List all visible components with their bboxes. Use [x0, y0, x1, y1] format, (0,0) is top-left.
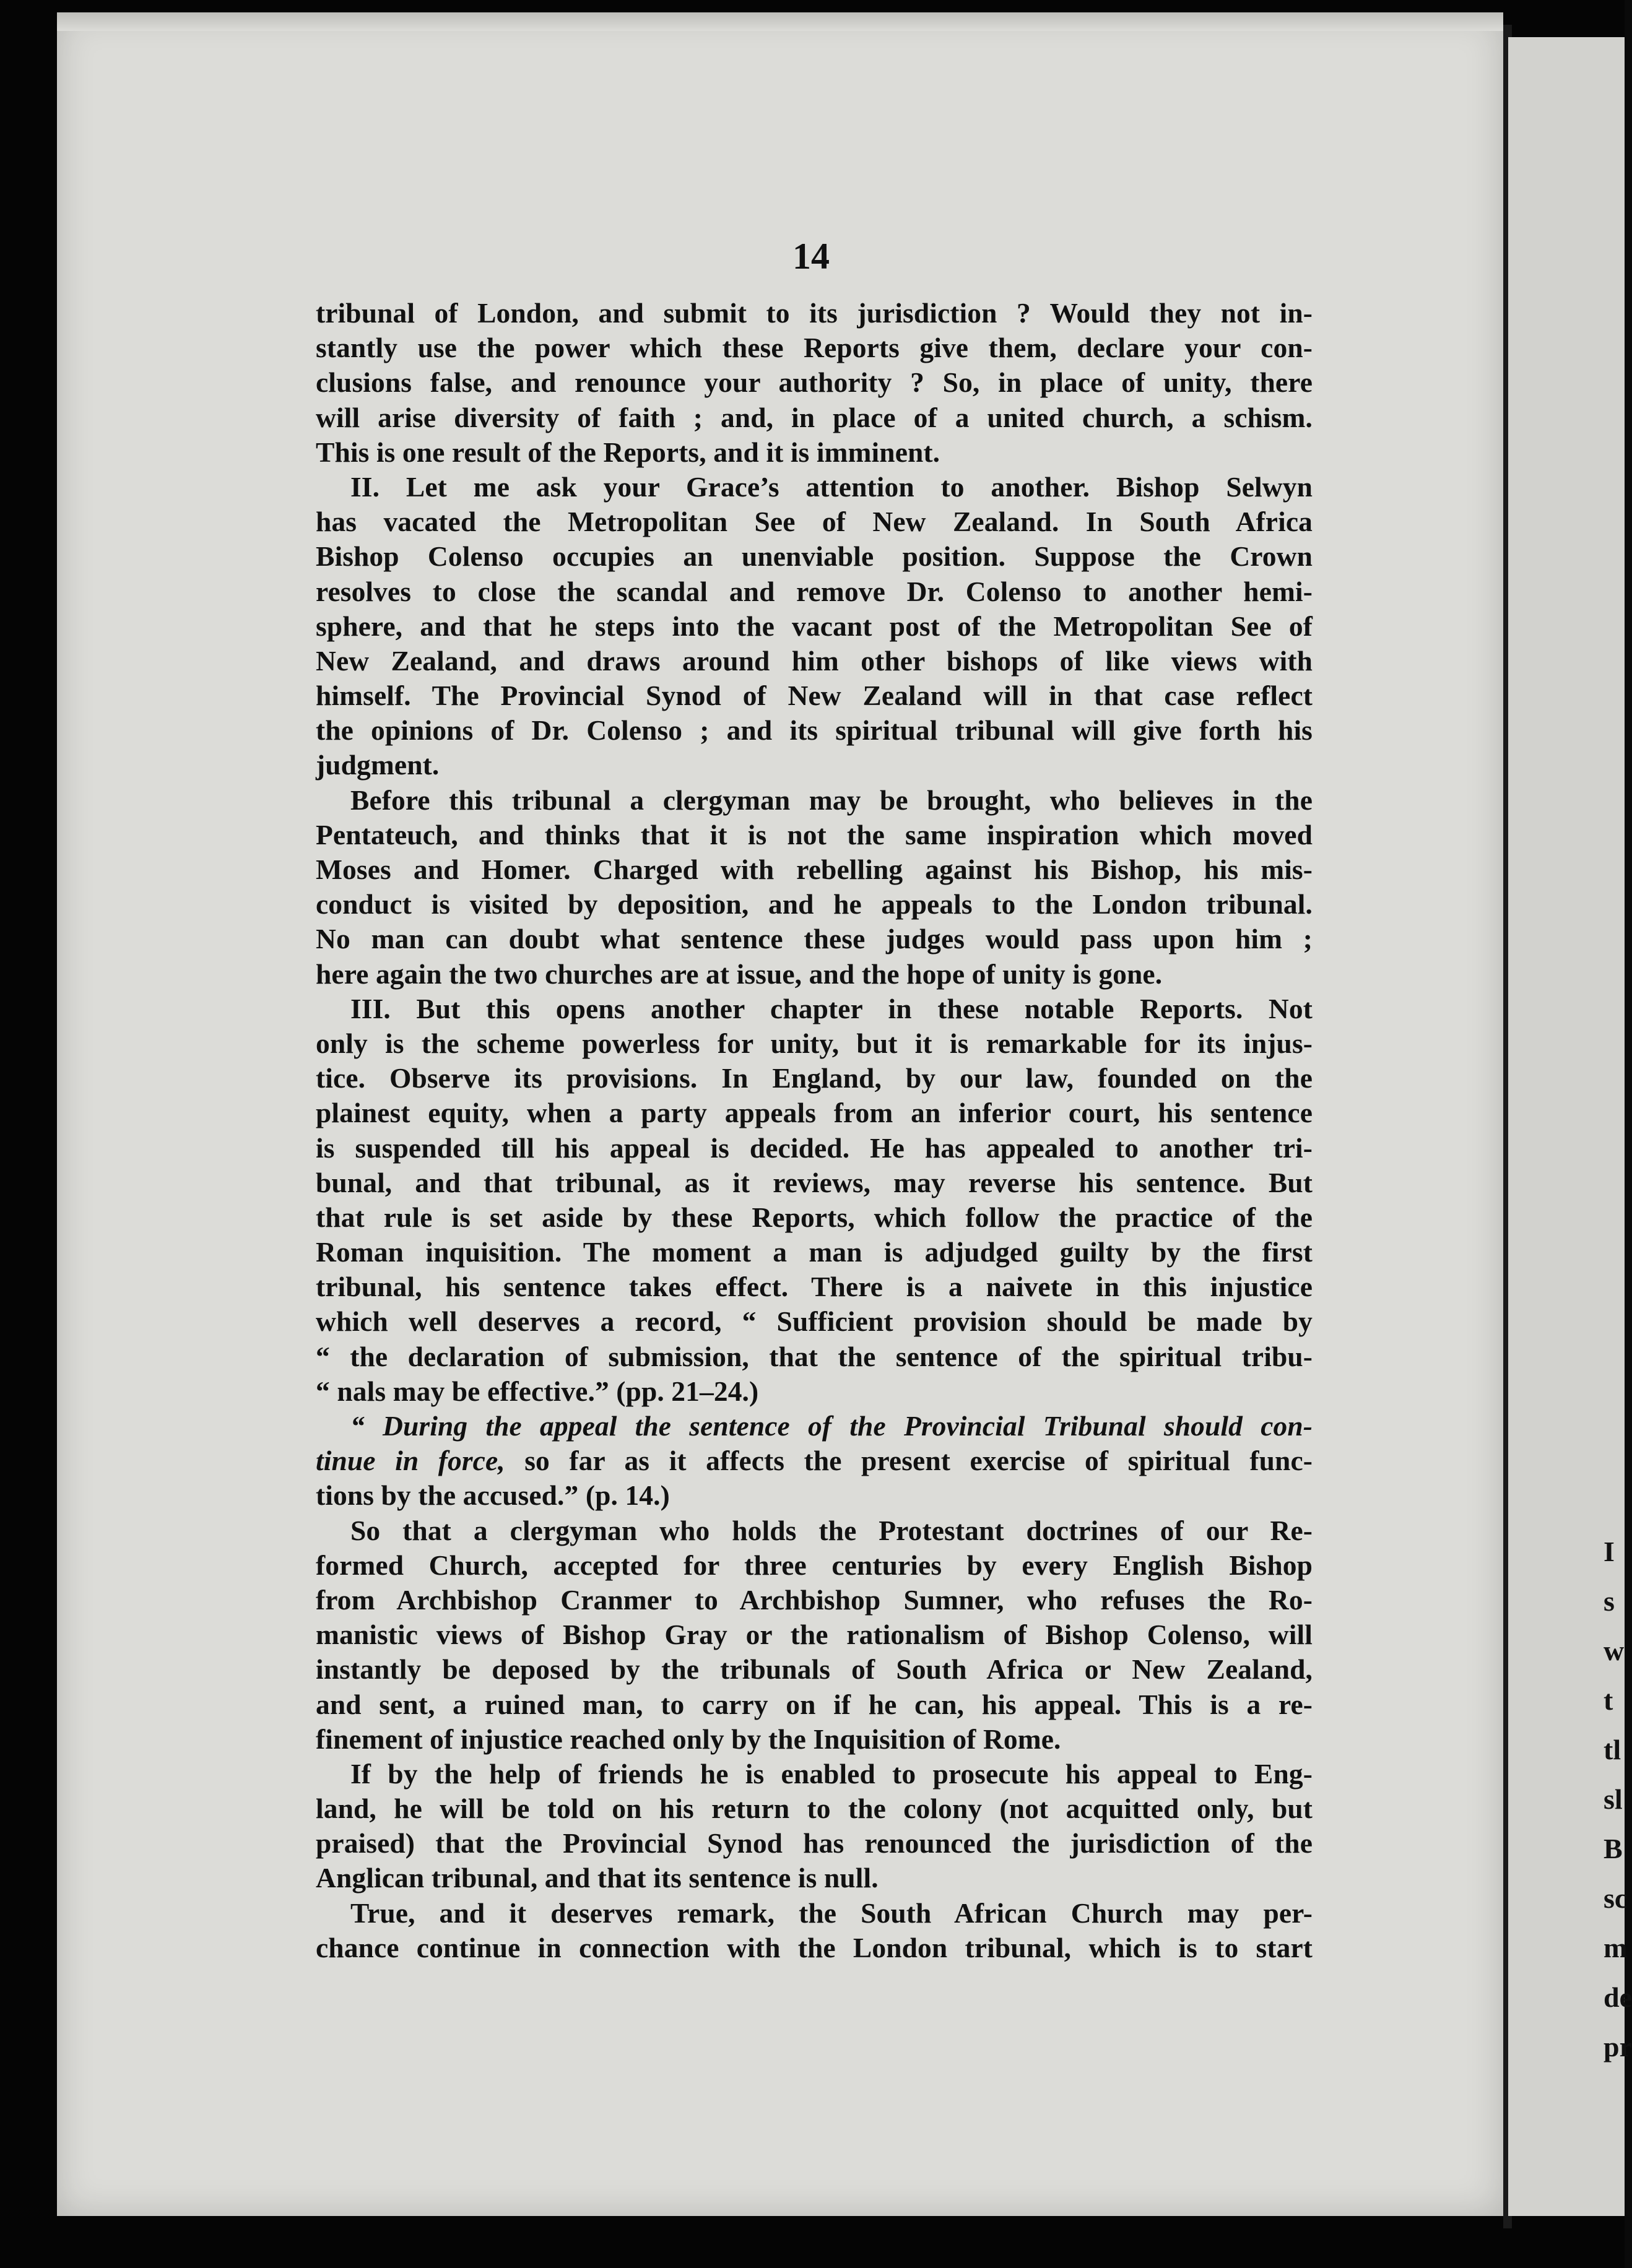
text-line: instantly be deposed by the tribunals of South Africa or New Zealand, — [316, 1653, 1313, 1686]
text-line: plainest equity, when a party appeals from an inferior court, his sentence — [316, 1097, 1313, 1129]
facing-page-fragment: w — [1604, 1635, 1625, 1666]
text-line: tribunal of London, and submit to its jurisdiction ? Would they not in- — [316, 297, 1313, 329]
facing-page-fragment: sc — [1604, 1882, 1628, 1914]
text-line: from Archbishop Cranmer to Archbishop Sumner, who refuses the Ro- — [316, 1583, 1313, 1616]
facing-page-fragment: s — [1604, 1585, 1615, 1617]
text-line: resolves to close the scandal and remove Dr. Colenso to another hemi- — [316, 575, 1313, 607]
text-line: will arise diversity of faith ; and, in place of a united church, a schism. — [316, 401, 1313, 433]
facing-page-fragment: pr — [1604, 2031, 1632, 2062]
text-line: here again the two churches are at issue, and the hope of unity is gone. — [316, 958, 1163, 990]
facing-page-fragment: m — [1604, 1932, 1628, 1963]
text-line: judgment. — [316, 749, 440, 781]
text-line: tice. Observe its provisions. In England, by our law, founded on the — [316, 1062, 1313, 1094]
text-line: formed Church, accepted for three centuries by every English Bishop — [316, 1549, 1313, 1581]
text-line: Bishop Colenso occupies an unenviable position. Suppose the Crown — [316, 540, 1313, 573]
text-line: conduct is visited by deposition, and he appeals to the London tribunal. — [316, 888, 1313, 920]
text-line: land, he will be told on his return to the colony (not acquitted only, but — [316, 1793, 1313, 1825]
text-line: True, and it deserves remark, the South African Church may per- — [350, 1897, 1313, 1929]
text-line: bunal, and that tribunal, as it reviews, may reverse his sentence. But — [316, 1166, 1313, 1198]
text-line: which well deserves a record, “ Sufficient provision should be made by — [316, 1305, 1313, 1338]
page-number: 14 — [792, 236, 830, 277]
text-line: This is one result of the Reports, and it is imminent. — [316, 436, 940, 468]
text-line: tions by the accused.” (p. 14.) — [316, 1479, 670, 1512]
facing-page-fragment: sl — [1604, 1783, 1623, 1815]
page-top-edge — [57, 12, 1503, 31]
text-line: manistic views of Bishop Gray or the rationalism of Bishop Colenso, will — [316, 1619, 1313, 1651]
text-line: himself. The Provincial Synod of New Zealand will in that case reflect — [316, 680, 1313, 712]
text-line: finement of injustice reached only by the Inquisition of Rome. — [316, 1723, 1061, 1755]
text-line: is suspended till his appeal is decided. He has appealed to another tri- — [316, 1132, 1313, 1164]
text-line: “ During the appeal the sentence of the Provincial Tribunal should con- — [350, 1410, 1313, 1442]
text-line: Pentateuch, and thinks that it is not the same inspiration which moved — [316, 818, 1313, 850]
text-line: No man can doubt what sentence these judges would pass upon him ; — [316, 923, 1313, 955]
text-line: chance continue in connection with the London tribunal, which is to start — [316, 1931, 1313, 1963]
facing-page-fragment: I — [1604, 1536, 1615, 1567]
body-text — [316, 296, 1313, 1965]
text-line: II. Let me ask your Grace’s attention to another. Bishop Selwyn — [350, 470, 1313, 503]
text-line: Anglican tribunal, and that its sentence is null. — [316, 1862, 879, 1894]
text-line: Moses and Homer. Charged with rebelling against his Bishop, his mis- — [316, 854, 1313, 885]
text-line: Roman inquisition. The moment a man is adjudged guilty by the first — [316, 1236, 1313, 1268]
text-line: New Zealand, and draws around him other bishops of like views with — [316, 644, 1313, 677]
text-line: “ nals may be effective.” (pp. 21–24.) — [316, 1375, 759, 1407]
facing-page-fragment: tl — [1604, 1734, 1621, 1765]
text-line: only is the scheme powerless for unity, but it is remarkable for its injus- — [316, 1027, 1313, 1059]
text-line: praised) that the Provincial Synod has renounced the jurisdiction of the — [316, 1827, 1313, 1859]
text-line: So that a clergyman who holds the Protestant doctrines of our Re- — [350, 1514, 1313, 1546]
text-line: clusions false, and renounce your authority ? So, in place of unity, there — [316, 366, 1313, 399]
text-line: the opinions of Dr. Colenso ; and its spiritual tribunal will give forth his — [316, 714, 1313, 747]
text-line: tinue in force, so far as it affects the present exercise of spiritual func- — [316, 1445, 1313, 1477]
text-line: stantly use the power which these Reports give them, declare your con- — [316, 332, 1313, 364]
facing-page-fragment: t — [1604, 1684, 1613, 1716]
text-line: and sent, a ruined man, to carry on if he can, his appeal. This is a re- — [316, 1688, 1313, 1720]
text-line: tribunal, his sentence takes effect. There is a naivete in this injustice — [316, 1271, 1313, 1303]
text-line: If by the help of friends he is enabled to prosecute his appeal to Eng- — [350, 1757, 1313, 1790]
text-line: III. But this opens another chapter in these notable Reports. Not — [350, 992, 1313, 1024]
facing-page-fragment: de — [1604, 1981, 1632, 2013]
text-line: Before this tribunal a clergyman may be brought, who believes in the — [350, 784, 1313, 816]
text-line: that rule is set aside by these Reports, which follow the practice of the — [316, 1201, 1313, 1233]
text-line: sphere, and that he steps into the vacant post of the Metropolitan See of — [316, 610, 1313, 642]
facing-page-fragment: B — [1604, 1833, 1623, 1864]
text-line: “ the declaration of submission, that the sentence of the spiritual tribu- — [316, 1340, 1313, 1372]
text-line: has vacated the Metropolitan See of New Zealand. In South Africa — [316, 506, 1313, 538]
